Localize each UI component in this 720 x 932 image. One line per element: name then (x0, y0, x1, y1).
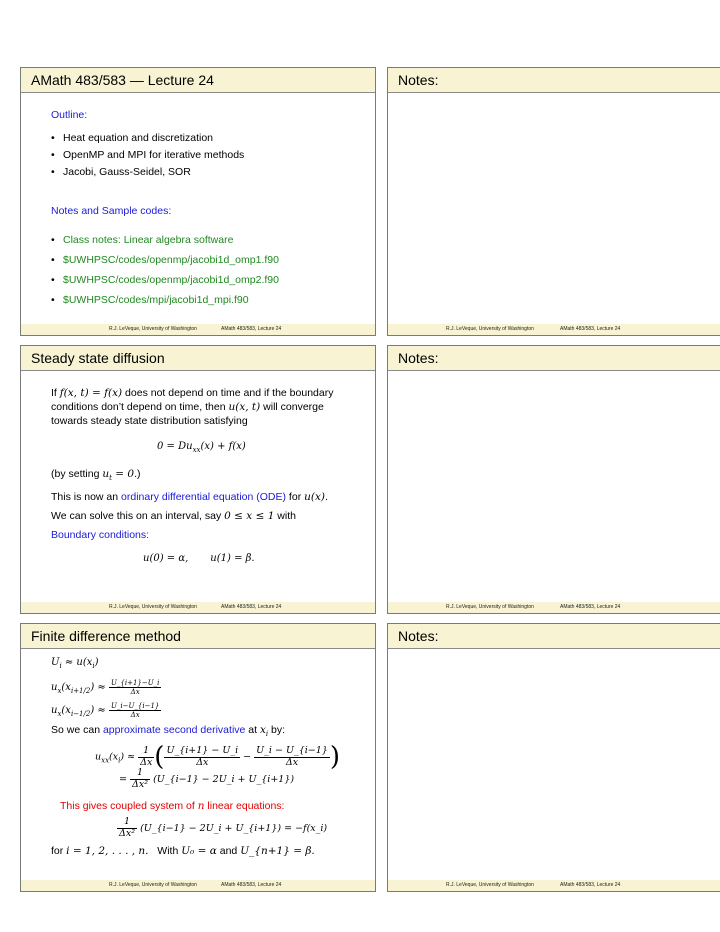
footer-author: R.J. LeVeque, University of Washington (109, 882, 197, 888)
notes-title: Notes: (388, 68, 720, 93)
linear-system-equation: $\frac{1}{\text{Δx²}}$ (U_{i−1} − 2U_i + U_{i+1}) = −f(x_i) (119, 816, 328, 839)
outline-item: • Heat equation and discretization (51, 130, 361, 147)
slide-footer (21, 880, 375, 891)
footer-author: R.J. LeVeque, University of Washington (446, 882, 534, 888)
footer-course: AMath 483/583, Lecture 24 (560, 326, 621, 332)
second-derivative-equation-line2: = $\frac{1}{\text{Δx²}}$ (U_{i−1} − 2U_i + U_{i+1}) (119, 767, 295, 791)
notes-title: Notes: (388, 346, 720, 371)
steady-state-equation: $0 = Du_{xx}(x) + f(x)$ (157, 441, 246, 454)
paragraph: This is now an ordinary differential equation (ODE) for u(x). (51, 491, 328, 504)
slide-footer (388, 880, 720, 891)
notes-panel (387, 345, 720, 614)
backward-diff-line: $u_x(x_{i-1/2})$ ≈ $\frac{U\_i-U\_\{i-1\}}{\Delta x}$ (51, 702, 160, 720)
slide-title: AMath 483/583 — Lecture 24 (21, 68, 375, 93)
code-link-item: • $UWHPSC/codes/mpi/jacobi1d_mpi.f90 (51, 290, 361, 310)
slide-lecture-24 (20, 67, 376, 336)
code-link-item: • Class notes: Linear algebra software (51, 230, 361, 250)
footer-course: AMath 483/583, Lecture 24 (221, 604, 282, 610)
outline-item: • Jacobi, Gauss-Seidel, SOR (51, 164, 361, 181)
paragraph: for i = 1, 2, . . . , n. With U₀ = α and U_{n+1} = β. (51, 844, 315, 857)
outline-list (51, 130, 361, 181)
footer-course: AMath 483/583, Lecture 24 (221, 882, 282, 888)
paragraph: We can solve this on an interval, say 0 ≤ x ≤ 1 with (51, 510, 296, 523)
slide-footer (388, 602, 720, 613)
footer-author: R.J. LeVeque, University of Washington (446, 326, 534, 332)
paragraph: (by setting $u_t = 0$.) (51, 468, 141, 483)
slide-footer (388, 324, 720, 335)
approx-line: $U_i \approx u(x_i)$ (51, 657, 99, 670)
outline-item: • OpenMP and MPI for iterative methods (51, 147, 361, 164)
slide-title: Steady state diffusion (21, 346, 375, 371)
notes-panel (387, 67, 720, 336)
footer-course: AMath 483/583, Lecture 24 (560, 604, 621, 610)
footer-author: R.J. LeVeque, University of Washington (109, 326, 197, 332)
slide-steady-state-diffusion (20, 345, 376, 614)
boundary-conditions-equation: u(0) = α, u(1) = β. (143, 553, 255, 565)
notes-panel (387, 623, 720, 892)
notes-title: Notes: (388, 624, 720, 649)
paragraph: So we can approximate second derivative at $x_i$ by: (51, 724, 286, 739)
outline-heading: Outline: (51, 109, 88, 121)
code-link-item: • $UWHPSC/codes/openmp/jacobi1d_omp2.f90 (51, 270, 361, 290)
code-link-item: • $UWHPSC/codes/openmp/jacobi1d_omp1.f90 (51, 250, 361, 270)
notes-heading: Notes and Sample codes: (51, 205, 172, 217)
slide-footer (21, 602, 375, 613)
slide-title: Finite difference method (21, 624, 375, 649)
footer-course: AMath 483/583, Lecture 24 (560, 882, 621, 888)
footer-author: R.J. LeVeque, University of Washington (109, 604, 197, 610)
slide-finite-difference-method (20, 623, 376, 892)
footer-course: AMath 483/583, Lecture 24 (221, 326, 282, 332)
second-derivative-equation: $u_{xx}(x_i)$ ≈ $\frac{1}{\Delta x}$ ( $\frac{U\_\{i+1\} - U\_i}{\Delta x}$ − $\frac{U\_i - U\_\{i-1\}}{\Delta x}$ ) (95, 742, 341, 773)
notes-code-list (51, 230, 361, 310)
boundary-conditions-heading: Boundary conditions: (51, 529, 150, 542)
slide-footer (21, 324, 375, 335)
footer-author: R.J. LeVeque, University of Washington (446, 604, 534, 610)
forward-diff-line: $u_x(x_{i+1/2})$ ≈ $\frac{U\_\{i+1\}-U\_i}{\Delta x}$ (51, 679, 160, 697)
paragraph: This gives coupled system of n linear equations: (60, 800, 285, 813)
paragraph: If f(x, t) = f(x) does not depend on time and if the boundary conditions don’t depend on time, then u(x, t) will converge towards steady state distribution satisfying (51, 387, 334, 427)
